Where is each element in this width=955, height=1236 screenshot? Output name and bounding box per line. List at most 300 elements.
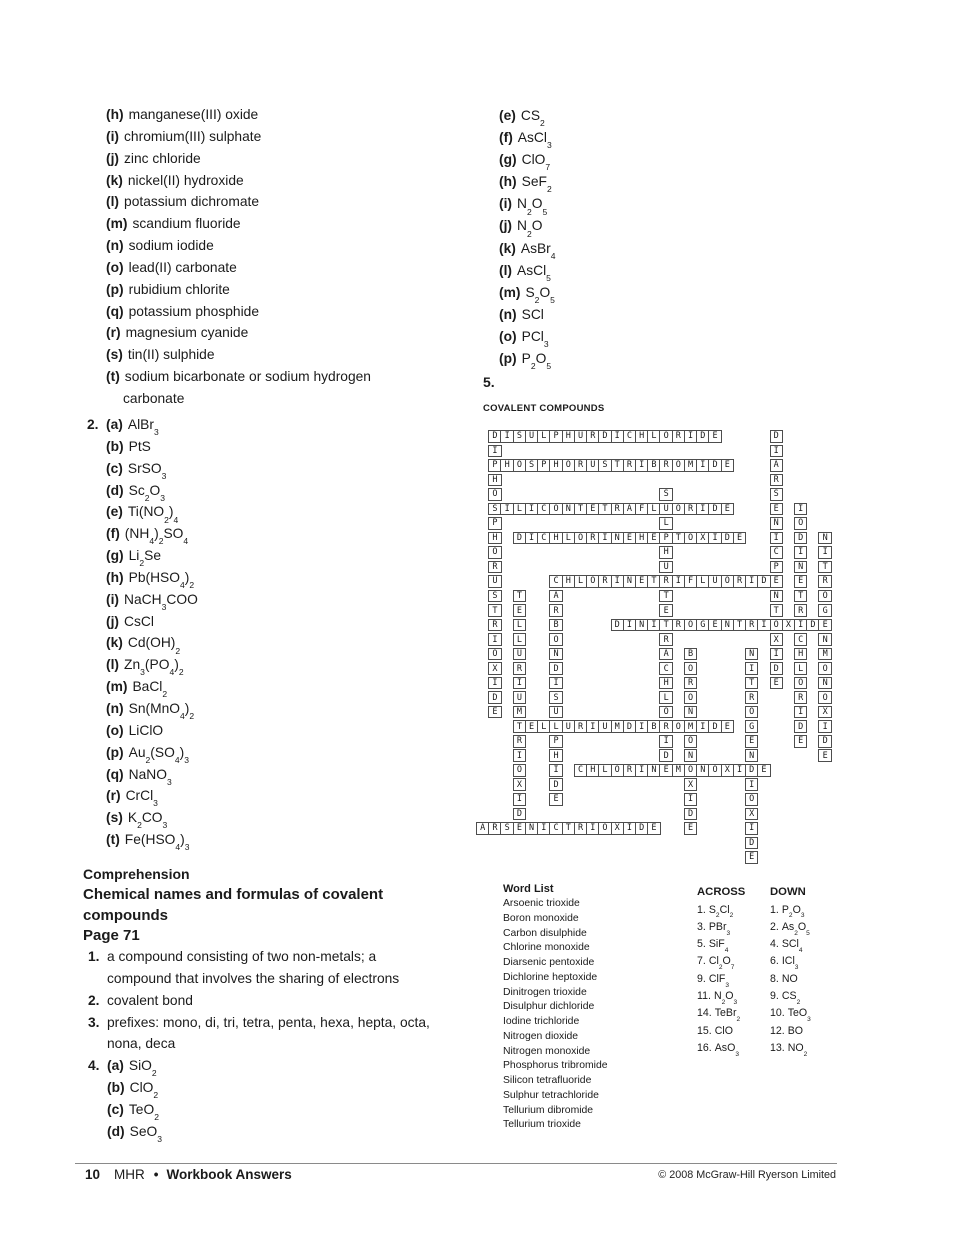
- crossword-cell: R: [659, 633, 672, 646]
- crossword-cell: T: [513, 720, 526, 733]
- chemical-formula: SiO$_2$: [128, 1058, 157, 1079]
- crossword-cell: E: [647, 532, 660, 545]
- crossword-cell: D: [770, 430, 783, 443]
- crossword-cell: I: [696, 720, 709, 733]
- list-item: (r) magnesium cyanide: [106, 325, 249, 341]
- crossword-cell: E: [818, 619, 831, 632]
- item-label: (h): [106, 569, 124, 585]
- crossword-cell: C: [537, 532, 550, 545]
- crossword-cell: R: [574, 720, 587, 733]
- crossword-cell: I: [488, 677, 501, 690]
- crossword-cell: I: [537, 822, 550, 835]
- footer-divider: [75, 1163, 837, 1164]
- crossword-cell: X: [513, 778, 526, 791]
- crossword-cell: I: [635, 459, 648, 472]
- crossword-cell: D: [745, 837, 758, 850]
- list-item: (p) rubidium chlorite: [106, 281, 230, 297]
- chemical-formula: $Sc_2O_3$: [128, 482, 165, 503]
- formula-item: [107, 1099, 430, 1121]
- crossword-cell: E: [745, 851, 758, 864]
- formula-item: [107, 1077, 430, 1099]
- crossword-cell: I: [549, 677, 562, 690]
- clue-number: 7.: [697, 955, 706, 968]
- item-label: (r): [106, 325, 121, 341]
- item-label: (n): [106, 238, 124, 254]
- crossword-cell: O: [684, 662, 697, 675]
- crossword-cell: O: [513, 459, 526, 472]
- crossword-cell: R: [513, 735, 526, 748]
- crossword-cell: U: [574, 430, 587, 443]
- crossword-cell: E: [757, 764, 770, 777]
- crossword-cell: D: [708, 720, 721, 733]
- crossword-cell: N: [684, 749, 697, 762]
- item-label: (q): [106, 303, 124, 319]
- formula-item: [106, 567, 198, 589]
- crossword-cell: I: [611, 575, 624, 588]
- item-label: (s): [106, 347, 123, 363]
- crossword-cell: B: [647, 720, 660, 733]
- clue-number: 1.: [770, 903, 779, 916]
- crossword-cell: I: [733, 764, 746, 777]
- crossword-cell: R: [488, 561, 501, 574]
- item-label: (j): [106, 150, 120, 166]
- word-list-title: Word List: [503, 883, 554, 895]
- crossword-cell: I: [659, 735, 672, 748]
- clue-item: [770, 1040, 811, 1057]
- crossword-cell: R: [586, 532, 599, 545]
- crossword-cell: E: [770, 677, 783, 690]
- crossword-cell: E: [770, 503, 783, 516]
- crossword-cell: E: [794, 735, 807, 748]
- crossword-cell: E: [635, 575, 648, 588]
- formula-item: [106, 720, 198, 742]
- answer-line: 3. prefixes: mono, di, tri, tetra, penta, hexa, hepta, octa,: [107, 1012, 430, 1034]
- crossword-cell: R: [623, 764, 636, 777]
- clue-formula: $S_2Cl_2$: [708, 903, 734, 920]
- crossword-cell: I: [525, 503, 538, 516]
- crossword-cell: D: [488, 430, 501, 443]
- clue-formula: $NO_2$: [787, 1041, 808, 1058]
- comprehension-heading: Comprehension: [83, 866, 190, 882]
- crossword-cell: E: [708, 430, 721, 443]
- item-label: (o): [499, 328, 517, 344]
- crossword-cell: X: [745, 808, 758, 821]
- crossword-cell: I: [611, 430, 624, 443]
- clue-item: [697, 953, 745, 970]
- item-label: (q): [106, 766, 124, 782]
- crossword-cell: N: [696, 764, 709, 777]
- crossword-cell: E: [721, 503, 734, 516]
- crossword-cell: U: [598, 720, 611, 733]
- question1-answer-list: [106, 104, 371, 410]
- crossword-cell: H: [586, 764, 599, 777]
- formula-item: [106, 764, 198, 786]
- crossword-cell: I: [745, 822, 758, 835]
- clue-item: [770, 971, 811, 988]
- crossword-cell: R: [684, 503, 697, 516]
- formula-item: [499, 348, 556, 370]
- crossword-cell: E: [745, 735, 758, 748]
- word-list-item: Iodine trichloride: [503, 1016, 580, 1027]
- item-label: (e): [499, 108, 516, 123]
- crossword-cell: N: [794, 561, 807, 574]
- crossword-cell: O: [794, 677, 807, 690]
- item-label: (j): [106, 613, 120, 629]
- crossword-cell: O: [818, 590, 831, 603]
- formula-item: [106, 742, 198, 764]
- formula-item: [106, 632, 198, 654]
- footer-brand: MHR: [114, 1167, 145, 1182]
- crossword-cell: O: [745, 793, 758, 806]
- formula-item: [499, 215, 556, 237]
- chemical-formula: $Au_2(SO_4)_3$: [128, 744, 189, 765]
- crossword-cell: R: [549, 604, 562, 617]
- clue-number: 5.: [697, 938, 706, 951]
- question-number: 4.: [88, 1058, 100, 1074]
- crossword-cell: I: [794, 619, 807, 632]
- chemical-formula: $K_2CO_3$: [127, 810, 168, 831]
- crossword-cell: O: [549, 503, 562, 516]
- list-item: (n) sodium iodide: [106, 238, 214, 254]
- crossword-cell: N: [562, 503, 575, 516]
- clue-item: [770, 936, 811, 953]
- item-label: (l): [106, 194, 120, 210]
- formula-item: [88, 1055, 430, 1079]
- item-label: (d): [106, 482, 124, 498]
- crossword-cell: O: [684, 691, 697, 704]
- formula-item: [106, 480, 198, 502]
- clue-number: 13.: [770, 1041, 785, 1054]
- crossword-cell: D: [708, 503, 721, 516]
- crossword-cell: R: [623, 459, 636, 472]
- list-item: (i) chromium(III) sulphate: [106, 128, 262, 144]
- item-label: (b): [106, 438, 124, 454]
- crossword-cell: E: [513, 604, 526, 617]
- crossword-cell: D: [818, 735, 831, 748]
- word-list-item: Phosphorus tribromide: [503, 1060, 608, 1072]
- crossword-cell: R: [488, 619, 501, 632]
- crossword-cell: H: [488, 474, 501, 487]
- crossword-cell: H: [500, 459, 513, 472]
- clue-item: [770, 953, 811, 970]
- crossword-cell: O: [684, 619, 697, 632]
- chemical-formula: PCl$_3$: [521, 328, 549, 350]
- formula-item: [87, 414, 198, 438]
- crossword-cell: H: [549, 459, 562, 472]
- clue-number: 11.: [697, 989, 711, 1002]
- word-list-item: Disulphur dichloride: [503, 1001, 595, 1013]
- answer-line: 2. covalent bond: [107, 990, 430, 1012]
- clue-formula: ClO: [714, 1024, 733, 1037]
- word-list: [503, 882, 608, 1133]
- chemical-formula: $N_2O$: [517, 218, 543, 239]
- crossword-cell: X: [488, 662, 501, 675]
- chemical-formula: ClO$_7$: [521, 152, 551, 173]
- crossword-cell: E: [684, 822, 697, 835]
- crossword-cell: O: [672, 503, 685, 516]
- item-label: (l): [106, 657, 120, 673]
- crossword-cell: A: [659, 648, 672, 661]
- crossword-cell: P: [549, 735, 562, 748]
- crossword-cell: E: [794, 575, 807, 588]
- crossword-cell: A: [476, 822, 489, 835]
- crossword-cell: X: [684, 778, 697, 791]
- item-label: (p): [499, 351, 517, 367]
- crossword-cell: O: [659, 706, 672, 719]
- clue-formula: ICl$_3$: [781, 955, 799, 972]
- crossword-cell: P: [549, 430, 562, 443]
- item-label: (m): [106, 679, 128, 695]
- crossword-cell: O: [721, 575, 734, 588]
- crossword-cell: I: [513, 749, 526, 762]
- crossword-cell: L: [513, 633, 526, 646]
- formula-item: [106, 501, 198, 523]
- crossword-cell: D: [757, 575, 770, 588]
- item-label: (i): [106, 128, 120, 144]
- crossword-cell: E: [708, 619, 721, 632]
- crossword-cell: E: [818, 749, 831, 762]
- crossword-cell: G: [818, 604, 831, 617]
- clue-number: 4.: [770, 938, 779, 951]
- crossword-cell: U: [659, 561, 672, 574]
- clue-item: [770, 1005, 811, 1022]
- crossword-cell: R: [745, 691, 758, 704]
- crossword-cell: E: [733, 532, 746, 545]
- crossword-cell: I: [818, 546, 831, 559]
- crossword-cell: X: [770, 633, 783, 646]
- clue-formula: AsO$_3$: [714, 1041, 739, 1058]
- crossword-cell: H: [562, 430, 575, 443]
- list-item: (q) potassium phosphide: [106, 303, 260, 319]
- crossword-cell: D: [598, 430, 611, 443]
- crossword-cell: A: [770, 459, 783, 472]
- item-label: (i): [499, 196, 513, 212]
- chemical-formula: $S_2O_5$: [525, 284, 555, 305]
- crossword-cell: C: [794, 633, 807, 646]
- crossword-cell: D: [549, 662, 562, 675]
- answer-line-continuation: nona, deca: [107, 1036, 176, 1052]
- crossword-cell: N: [721, 619, 734, 632]
- crossword-cell: T: [745, 677, 758, 690]
- crossword-cell: R: [818, 575, 831, 588]
- crossword-cell: S: [513, 430, 526, 443]
- question-number: 1.: [88, 949, 100, 964]
- clue-number: 3.: [697, 920, 706, 933]
- across-items: [697, 902, 745, 1058]
- crossword-cell: O: [574, 532, 587, 545]
- crossword-cell: I: [500, 430, 513, 443]
- section-title-line1: Chemical names and formulas of covalent: [83, 885, 384, 903]
- word-list-item: Nitrogen dioxide: [503, 1030, 579, 1042]
- crossword-cell: N: [549, 648, 562, 661]
- crossword-cell: N: [818, 677, 831, 690]
- crossword-cell: I: [708, 532, 721, 545]
- chemical-formula: $Li_2Se$: [128, 548, 162, 569]
- crossword-cell: O: [708, 764, 721, 777]
- crossword-cell: I: [647, 619, 660, 632]
- crossword-cell: G: [696, 619, 709, 632]
- crossword-cell: D: [659, 749, 672, 762]
- formula-item: [106, 523, 198, 545]
- chemical-formula: NaCH$_3$COO: [124, 591, 198, 612]
- crossword-cell: T: [672, 532, 685, 545]
- crossword-cell: R: [586, 430, 599, 443]
- footer-page-number: 10: [85, 1167, 101, 1182]
- list-item: (s) tin(II) sulphide: [106, 347, 215, 363]
- crossword-cell: R: [733, 575, 746, 588]
- crossword-cell: L: [696, 575, 709, 588]
- chemical-formula: PtS: [128, 438, 151, 454]
- crossword-cell: D: [745, 764, 758, 777]
- chemical-formula: ClO$_2$: [129, 1080, 159, 1101]
- crossword-cell: O: [818, 662, 831, 675]
- formula-item: [106, 698, 198, 720]
- crossword-cell: E: [770, 575, 783, 588]
- clue-formula: $P_2O_3$: [781, 903, 805, 920]
- crossword-cell: D: [549, 778, 562, 791]
- list-item: (t) sodium bicarbonate or sodium hydrogen: [106, 369, 371, 385]
- crossword-cell: E: [659, 604, 672, 617]
- item-label: (g): [106, 548, 124, 564]
- chemical-formula: SCl: [521, 306, 544, 322]
- clue-item: [697, 1040, 745, 1057]
- page-reference: Page 71: [83, 927, 140, 945]
- crossword-cell: M: [684, 459, 697, 472]
- chemical-formula: LiClO: [128, 722, 164, 738]
- crossword-cell: C: [770, 546, 783, 559]
- crossword-cell: N: [684, 706, 697, 719]
- list-item: (l) potassium dichromate: [106, 194, 259, 210]
- clue-number: 9.: [697, 972, 706, 985]
- crossword-cell: S: [549, 691, 562, 704]
- crossword-cell: U: [525, 430, 538, 443]
- clue-item: [770, 988, 811, 1005]
- crossword-cell: I: [745, 575, 758, 588]
- crossword-cell: E: [488, 706, 501, 719]
- crossword-cell: T: [562, 822, 575, 835]
- crossword-cell: T: [488, 604, 501, 617]
- item-label: (k): [499, 240, 516, 256]
- crossword-cell: B: [684, 648, 697, 661]
- chemical-formula: $CS_2$: [520, 108, 545, 129]
- crossword-cell: R: [672, 430, 685, 443]
- crossword-cell: N: [745, 749, 758, 762]
- crossword-cell: N: [623, 575, 636, 588]
- crossword-cell: P: [488, 517, 501, 530]
- item-label: (e): [106, 504, 123, 520]
- crossword-cell: I: [770, 648, 783, 661]
- crossword-cell: T: [574, 503, 587, 516]
- crossword-cell: R: [488, 822, 501, 835]
- clue-formula: $As_2O_5$: [781, 920, 810, 937]
- crossword-cell: I: [794, 503, 807, 516]
- crossword-cell: R: [659, 720, 672, 733]
- clue-formula: TeBr$_2$: [714, 1007, 741, 1024]
- chemical-formula: $(NH_4)_2SO_4$: [124, 526, 189, 547]
- crossword-cell: R: [513, 662, 526, 675]
- crossword-cell: U: [708, 575, 721, 588]
- crossword-cell: T: [794, 590, 807, 603]
- crossword-cell: M: [684, 720, 697, 733]
- down-items: [770, 902, 811, 1058]
- crossword-cell: S: [500, 822, 513, 835]
- item-label: (m): [106, 216, 128, 232]
- crossword-cell: U: [586, 459, 599, 472]
- crossword-cell: P: [488, 459, 501, 472]
- chemical-formula: $N_2O_5$: [517, 196, 548, 217]
- crossword-cell: N: [770, 590, 783, 603]
- item-label: (o): [106, 259, 124, 275]
- footer-separator-dot: •: [153, 1167, 159, 1182]
- formula-item: [106, 436, 198, 458]
- crossword-cell: D: [794, 720, 807, 733]
- crossword-cell: I: [549, 764, 562, 777]
- crossword-cell: C: [574, 764, 587, 777]
- clue-item: [697, 1023, 745, 1040]
- list-item: (m) scandium fluoride: [106, 216, 241, 232]
- crossword-title: COVALENT COMPOUNDS: [483, 403, 605, 414]
- crossword-cell: O: [659, 430, 672, 443]
- crossword-cell: D: [806, 619, 819, 632]
- crossword-cell: D: [684, 808, 697, 821]
- crossword-cell: G: [745, 720, 758, 733]
- crossword-cell: C: [537, 503, 550, 516]
- clue-item: [697, 988, 745, 1005]
- crossword-cell: F: [684, 575, 697, 588]
- question4-formula-list: [499, 105, 556, 370]
- crossword-cell: O: [672, 459, 685, 472]
- crossword-cell: I: [513, 677, 526, 690]
- crossword-cell: T: [598, 503, 611, 516]
- crossword-cell: I: [757, 619, 770, 632]
- item-label: (f): [106, 526, 120, 542]
- crossword-cell: R: [574, 459, 587, 472]
- question5-number: 5.: [483, 374, 495, 390]
- clue-number: 15.: [697, 1024, 712, 1037]
- crossword-cell: H: [659, 546, 672, 559]
- crossword-cell: X: [611, 822, 624, 835]
- chemical-formula: CsCl: [124, 613, 154, 629]
- item-label: (g): [499, 152, 517, 168]
- crossword-cell: H: [562, 575, 575, 588]
- crossword-cell: H: [635, 430, 648, 443]
- crossword-cell: R: [794, 604, 807, 617]
- chemical-formula: AlBr$_3$: [127, 417, 159, 438]
- footer-left: [85, 1167, 292, 1182]
- crossword-cell: C: [623, 430, 636, 443]
- crossword-cell: O: [549, 633, 562, 646]
- crossword-cell: R: [794, 691, 807, 704]
- crossword-cell: I: [684, 430, 697, 443]
- crossword-cell: L: [549, 720, 562, 733]
- formula-item: [106, 807, 198, 829]
- down-clues: [770, 884, 811, 1057]
- crossword-cell: N: [745, 648, 758, 661]
- crossword-cell: E: [721, 720, 734, 733]
- section-title-line2: compounds: [83, 906, 168, 924]
- crossword-cell: E: [549, 793, 562, 806]
- crossword-cell: I: [672, 575, 685, 588]
- clue-formula: TeO$_3$: [787, 1007, 811, 1024]
- item-label: (h): [106, 107, 124, 122]
- crossword-cell: N: [647, 764, 660, 777]
- crossword-cell: U: [513, 648, 526, 661]
- chemical-formula: SrSO$_3$: [127, 460, 167, 481]
- crossword-cell: L: [647, 430, 660, 443]
- crossword-cell: S: [488, 590, 501, 603]
- crossword-cell: A: [623, 503, 636, 516]
- crossword-cell: L: [598, 764, 611, 777]
